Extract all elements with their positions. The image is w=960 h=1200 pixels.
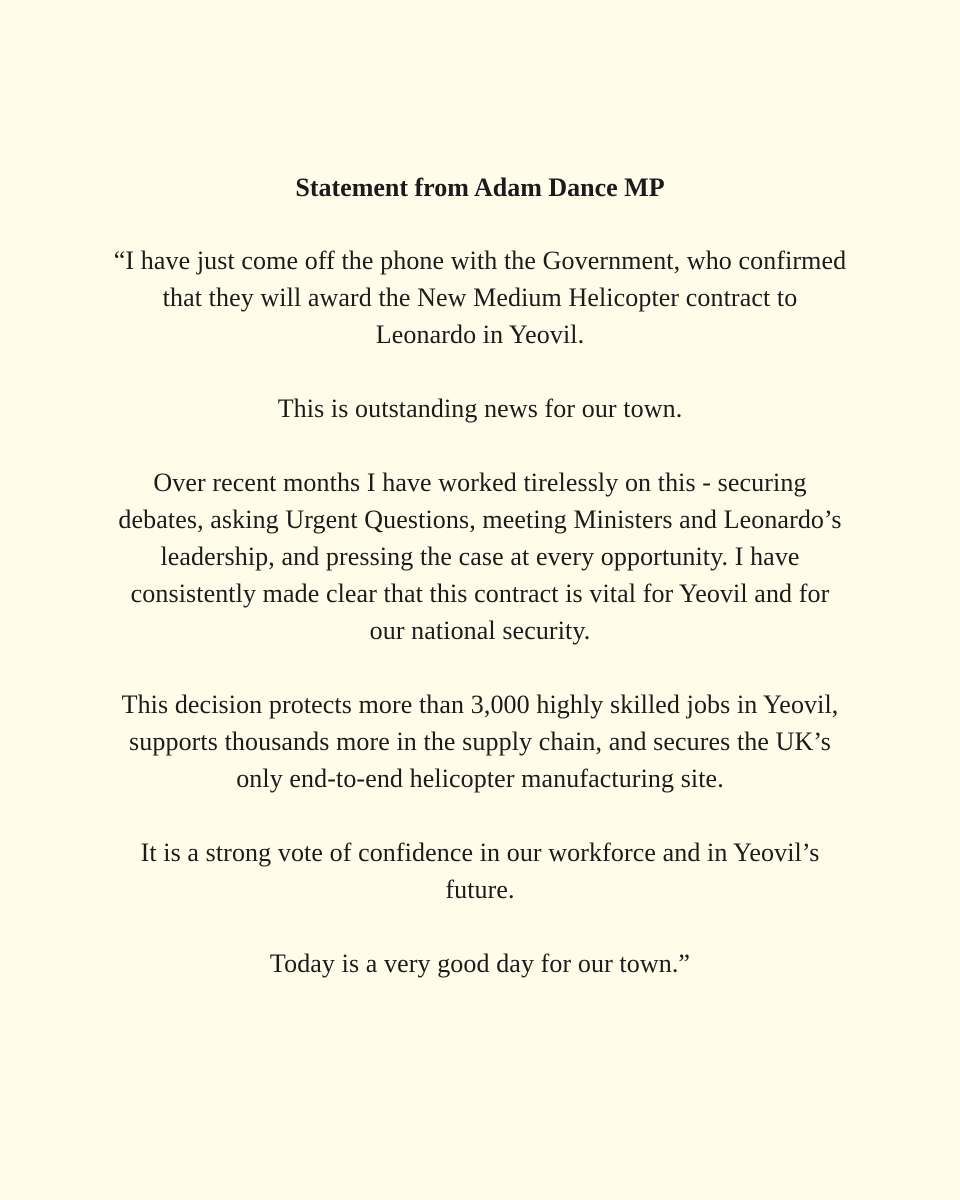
statement-paragraph-3: Over recent months I have worked tirelessly on this - securing debates, asking Urgent Questions, meeting Ministers and Leonardo’s leadership, and pressing the case at every opportunity. I have consistently made clear that this contract is vital for Yeovil and for our national security.: [118, 468, 842, 645]
statement-paragraph-6: Today is a very good day for our town.”: [269, 949, 691, 978]
statement-title: Statement from Adam Dance MP: [295, 173, 665, 202]
statement-paragraph-2: This is outstanding news for our town.: [277, 394, 683, 423]
statement-paragraph-1: “I have just come off the phone with the Government, who confirmed that they will award the New Medium Helicopter contract to Leonardo in Yeovil.: [113, 246, 847, 349]
statement-paragraph-4: This decision protects more than 3,000 highly skilled jobs in Yeovil, supports thousands more in the supply chain, and secures the UK’s only end-to-end helicopter manufacturing site.: [121, 690, 839, 793]
statement-paragraph-5: It is a strong vote of confidence in our workforce and in Yeovil’s future.: [140, 838, 820, 904]
